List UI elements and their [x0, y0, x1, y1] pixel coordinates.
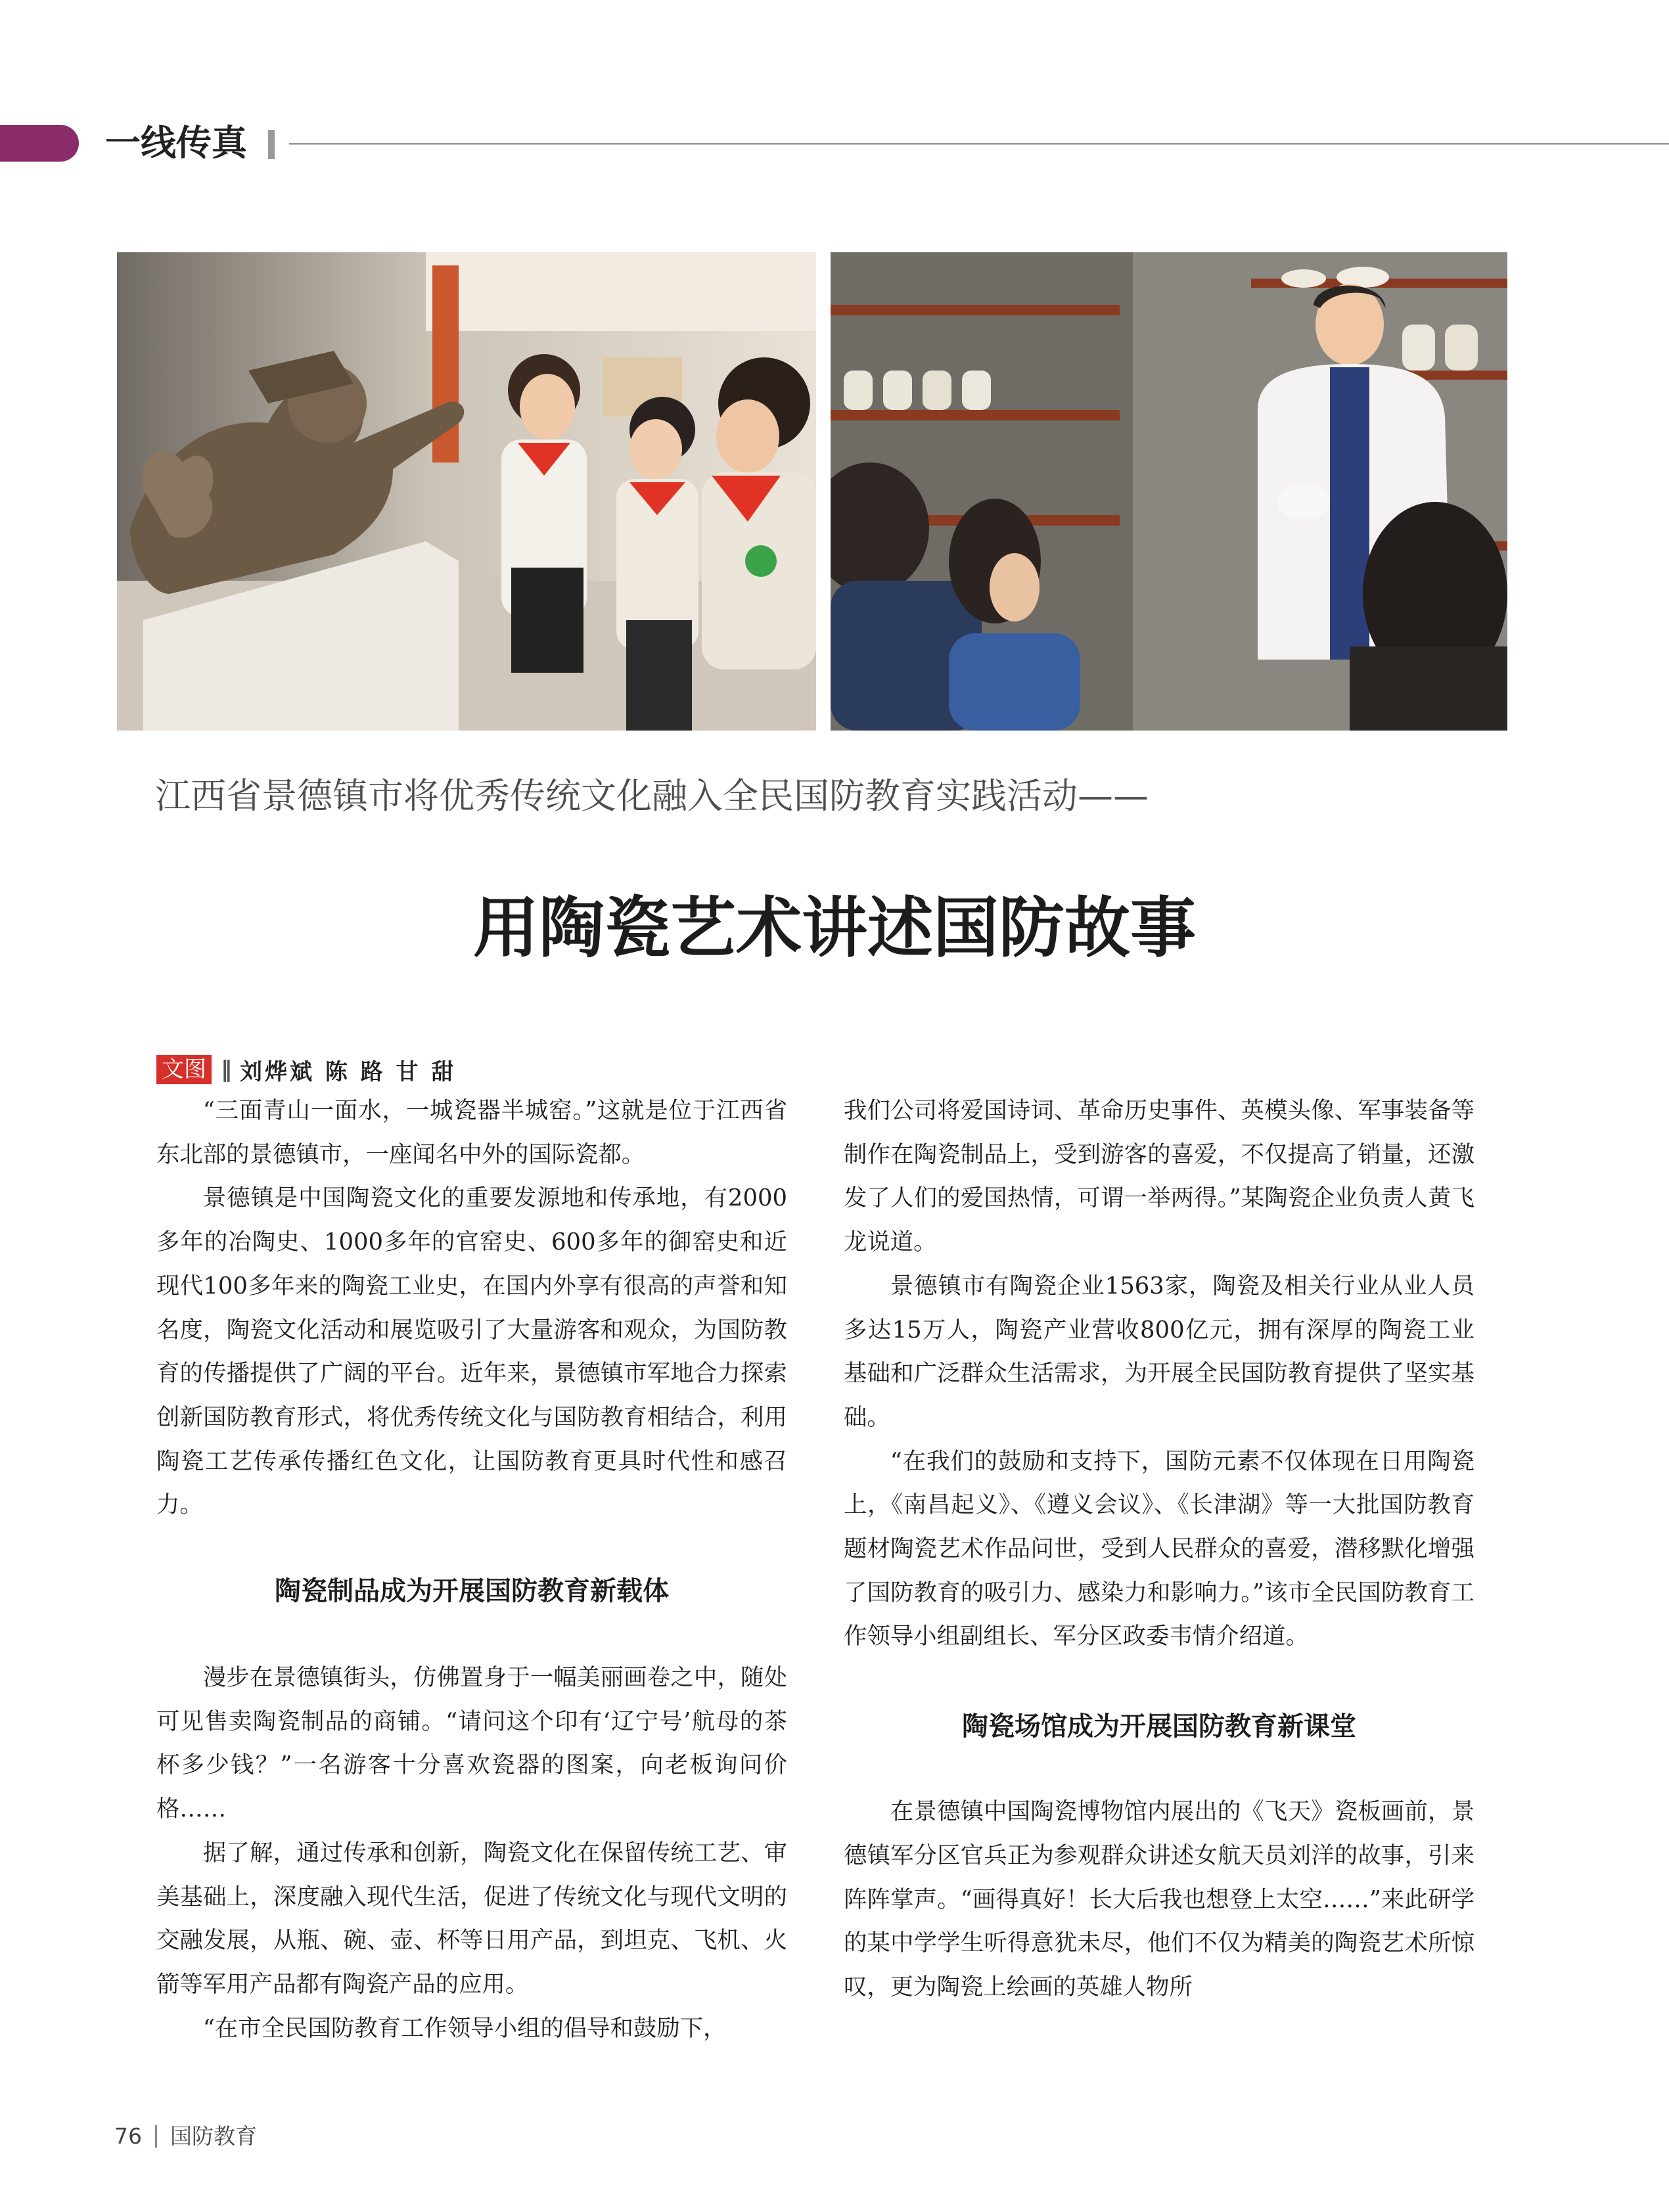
byline-tag: 文图: [156, 1055, 212, 1084]
section-rule: [289, 143, 1669, 145]
article-column-right: [844, 1089, 1475, 2010]
footer-separator: [155, 2125, 157, 2148]
photo-sculpture-students-icon: [117, 252, 816, 731]
paragraph: 我们公司将爱国诗词、革命历史事件、英模头像、军事装备等制作在陶瓷制品上，受到游客的喜爱，不仅提高了销量，还激发了人们的爱国热情，可谓一举两得。”某陶瓷企业负责人黄飞龙说道。: [844, 1097, 1475, 1256]
paragraph: “三面青山一面水，一城瓷器半城窑。”这就是位于江西省东北部的景德镇市，一座闻名中外的国际瓷都。: [156, 1097, 787, 1168]
paragraph: 景德镇市有陶瓷企业1563家，陶瓷及相关行业从业人员多达15万人，陶瓷产业营收800亿元，拥有深厚的陶瓷工业基础和广泛群众生活需求，为开展全民国防教育提供了坚实基础。: [844, 1272, 1475, 1431]
photo-ceramics-class-icon: [831, 252, 1507, 731]
section-heading: 陶瓷制品成为开展国防教育新载体: [275, 1576, 669, 1607]
paragraph: “在市全民国防教育工作领导小组的倡导和鼓励下，: [202, 2014, 727, 2042]
section-heading: 陶瓷场馆成为开展国防教育新课堂: [962, 1711, 1356, 1742]
byline-authors: 刘烨斌 陈 路 甘 甜: [240, 1058, 457, 1085]
byline-separator: ‖: [221, 1056, 232, 1083]
paragraph: 漫步在景德镇街头，仿佛置身于一幅美丽画卷之中，随处可见售卖陶瓷制品的商铺。“请问这个印有‘辽宁号’航母的茶杯多少钱？”一名游客十分喜欢瓷器的图案，向老板询问价格……: [156, 1664, 787, 1823]
page-number: 76: [114, 2123, 142, 2149]
article-column-left: [156, 1089, 787, 2050]
article-subtitle: 江西省景德镇市将优秀传统文化融入全民国防教育实践活动——: [155, 775, 1149, 817]
section-title: 一线传真: [105, 122, 247, 164]
paragraph: 景德镇是中国陶瓷文化的重要发源地和传承地，有2000多年的冶陶史、1000多年的官窑史、600多年的御窑史和近现代100多年来的陶瓷工业史，在国内外享有很高的声誉和知名度，陶瓷文化活动和展览吸引了大量游客和观众，为国防教育的传播提供了广阔的平台。近年来，景德镇市军地合力探索创新国防教育形式，将优秀传统文化与国防教育相结合，利用陶瓷工艺传承传播红色文化，让国防教育更具时代性和感召力。: [156, 1185, 787, 1519]
paragraph: “在我们的鼓励和支持下，国防元素不仅体现在日用陶瓷上，《南昌起义》、《遵义会议》、《长津湖》等一大批国防教育题材陶瓷艺术作品问世，受到人民群众的喜爱，潜移默化增强了国防教育的吸引力、感染力和影响力。”该市全民国防教育工作领导小组副组长、军分区政委韦情介绍道。: [844, 1447, 1475, 1650]
photo-left: [117, 252, 816, 731]
page-footer: [114, 2121, 257, 2152]
section-accent-bar: [0, 125, 79, 162]
magazine-name: 国防教育: [170, 2123, 257, 2149]
section-separator: [268, 130, 275, 159]
paragraph: 据了解，通过传承和创新，陶瓷文化在保留传统工艺、审美基础上，深度融入现代生活，促进了传统文化与现代文明的交融发展，从瓶、碗、壶、杯等日用产品，到坦克、飞机、火箭等军用产品都有陶瓷产品的应用。: [156, 1839, 787, 1998]
article-title: 用陶瓷艺术讲述国防故事: [473, 890, 1196, 966]
photo-right: [831, 252, 1507, 731]
paragraph: 在景德镇中国陶瓷博物馆内展出的《飞天》瓷板画前，景德镇军分区官兵正为参观群众讲述女航天员刘洋的故事，引来阵阵掌声。“画得真好！长大后我也想登上太空……”来此研学的某中学学生听得意犹未尽，他们不仅为精美的陶瓷艺术所惊叹，更为陶瓷上绘画的英雄人物所: [844, 1798, 1475, 2000]
byline: [156, 1054, 456, 1085]
